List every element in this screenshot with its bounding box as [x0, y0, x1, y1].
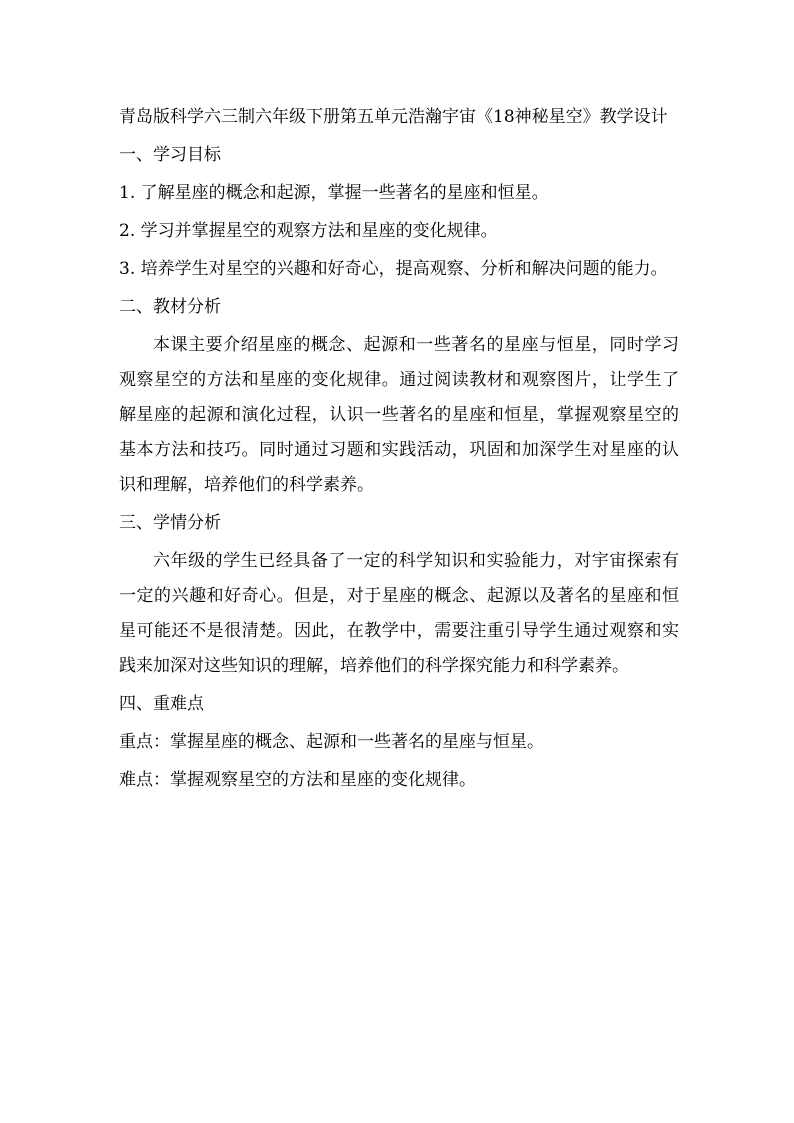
objective-item-3: 3. 培养学生对星空的兴趣和好奇心，提高观察、分析和解决问题的能力。	[119, 259, 668, 279]
difficult-point-text: 难点：掌握观察星空的方法和星座的变化规律。	[119, 770, 476, 790]
section-heading-learning-objectives: 一、学习目标	[119, 145, 221, 165]
objective-item-1: 1. 了解星座的概念和起源，掌握一些著名的星座和恒星。	[119, 183, 549, 203]
document-title: 青岛版科学六三制六年级下册第五单元浩瀚宇宙《18神秘星空》教学设计	[119, 107, 668, 127]
objective-item-2: 2. 学习并掌握星空的观察方法和星座的变化规律。	[119, 221, 498, 241]
section-heading-material-analysis: 二、教材分析	[119, 297, 221, 317]
section-heading-key-difficult-points: 四、重难点	[119, 694, 204, 714]
section-heading-student-analysis: 三、学情分析	[119, 513, 221, 533]
key-point-text: 重点：掌握星座的概念、起源和一些著名的星座与恒星。	[119, 732, 544, 752]
material-analysis-paragraph: 本课主要介绍星座的概念、起源和一些著名的星座与恒星，同时学习观察星空的方法和星座的变化规律。通过阅读教材和观察图片，让学生了解星座的起源和演化过程，认识一些著名的星座和恒星，掌握观察星空的基本方法和技巧。同时通过习题和实践活动，巩固和加深学生对星座的认识和理解，培养他们的科学素养。	[119, 335, 679, 495]
student-analysis-paragraph: 六年级的学生已经具备了一定的科学知识和实验能力，对宇宙探索有一定的兴趣和好奇心。但是，对于星座的概念、起源以及著名的星座和恒星可能还不是很清楚。因此，在教学中，需要注重引导学生通过观察和实践来加深对这些知识的理解，培养他们的科学探究能力和科学素养。	[119, 551, 679, 676]
document-body	[119, 100, 679, 798]
